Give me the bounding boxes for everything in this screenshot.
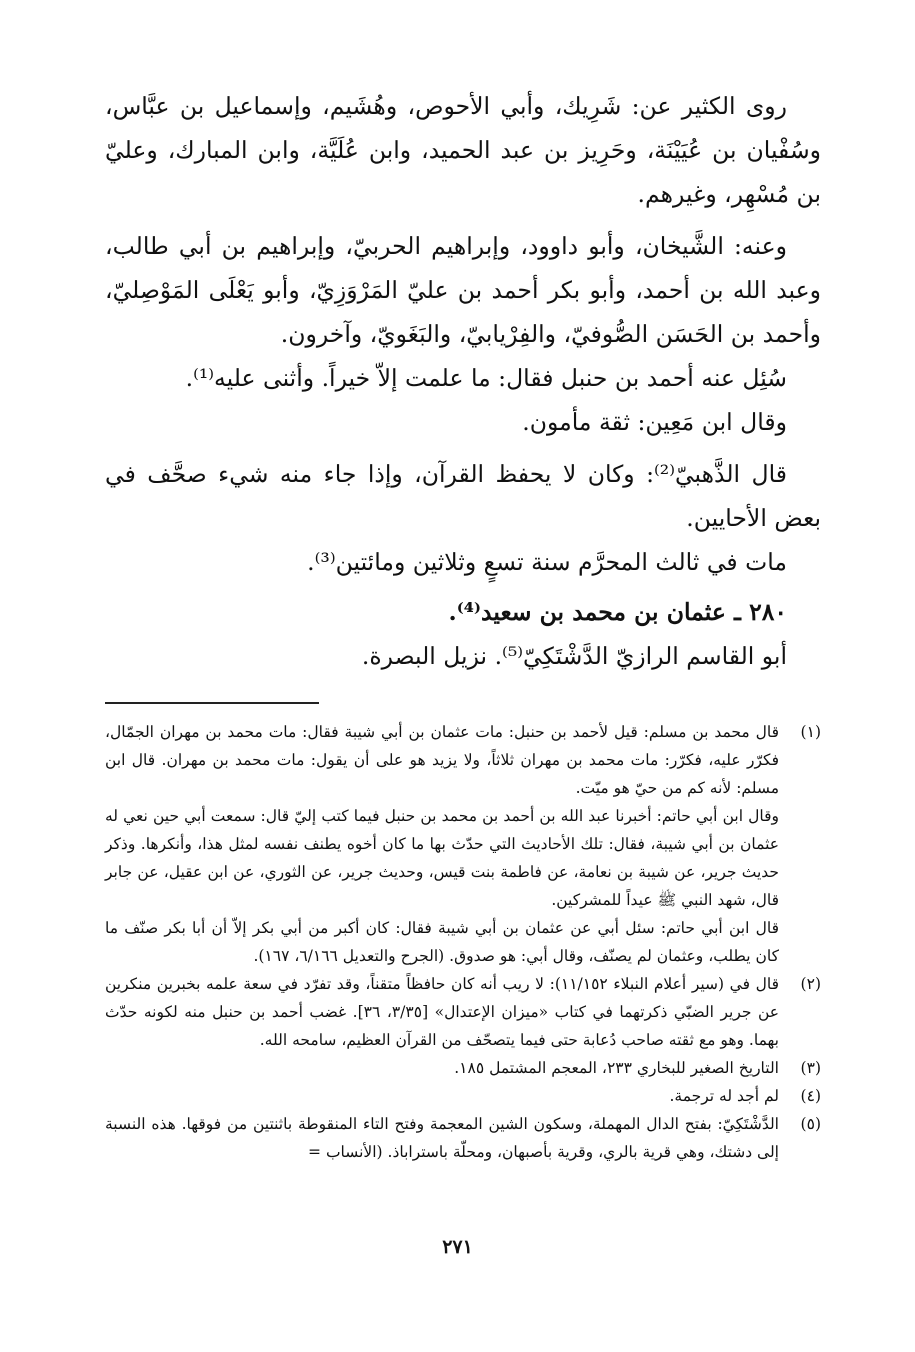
footnote-body: لم أجد له ترجمة. [669, 1087, 779, 1105]
paragraph-narrators-to: وعنه: الشَّيخان، وأبو داوود، وإبراهيم الحربيّ، وإبراهيم بن أبي طالب، وعبد الله بن أحمد، وأبو بكر أحمد بن عليّ المَرْوَزِيّ، وأبو يَعْلَى المَوْصِليّ، وأحمد بن الحَسَن الصُّوفيّ، والفِرْيابيّ، والبَغَويّ، وآخرون. [105, 232, 821, 348]
footnote-number: (٣) [800, 1059, 821, 1077]
footnote-body [105, 718, 779, 970]
footnote-paragraph: قال محمد بن مسلم: قيل لأحمد بن حنبل: مات عثمان بن أبي شيبة فقال: مات محمد بن مهران الجمّال، فكرّر عليه، فكرّر: مات محمد بن مهران ثلاثاً، ولا يزيد هو على أن يقول: مات محمد بن مهران. قال ابن مسلم: لأنه كم من حيّ هو ميّت. [105, 723, 779, 797]
footnote-body: الدَّشْتَكِيّ: بفتح الدال المهملة، وسكون الشين المعجمة وفتح التاء المنقوطة باثنتين من فوقها. هذه النسبة إلى دشتك، وهي قرية بالري، وقرية بأصبهان، ومحلّة باستراباذ. (الأنساب = [105, 1115, 779, 1161]
footnote-1 [105, 718, 821, 970]
footnotes [105, 718, 821, 1166]
footnote-4 [105, 1082, 821, 1110]
entry-heading: ٢٨٠ ـ عثمان بن محمد بن سعيد⁽⁴⁾. [448, 598, 787, 626]
footnote-paragraph: قال ابن أبي حاتم: سئل أبي عن عثمان بن أبي شيبة فقال: كان أكبر من أبي بكر إلاّ أن أبا بكر صنّف ما كان يطلب، وعثمان لم يصنّف، وقال أبي: هو صدوق. (الجرح والتعديل ٦/١٦٦، ١٦٧). [105, 919, 779, 965]
line-ibn-main-opinion: وقال ابن مَعِين: ثقة مأمون. [522, 408, 787, 436]
entry-subtitle: أبو القاسم الرازيّ الدَّشْتَكِيّ⁽⁵⁾. نزيل البصرة. [361, 642, 787, 670]
footnote-paragraph: وقال ابن أبي حاتم: أخبرنا عبد الله بن أحمد بن محمد بن حنبل فيما كتب إليّ قال: سمعت أبي حين نعي له عثمان بن أبي شيبة، فقال: تلك الأحاديث التي حدّث بها ما كان أخوه يطنف نفسه لمثل هذا، وأنكرها. وذكر حديث جرير، عن شيبة بن نعامة، عن فاطمة بنت قيس، وحديث جرير، عن الثوري، عن ابن عقيل، عن جابر قال، شهد النبي ﷺ عيداً للمشركين. [105, 807, 779, 909]
footnote-3 [105, 1054, 821, 1082]
paragraph-narrators-from: روى الكثير عن: شَرِيك، وأبي الأحوص، وهُشَيم، وإسماعيل بن عبَّاس، وسُفْيان بن عُيَيْنَة، وحَرِيز بن عبد الحميد، وابن عُلَيَّة، وابن المبارك، وعليّ بن مُسْهِر، وغيرهم. [105, 92, 821, 208]
footnote-5 [105, 1110, 821, 1166]
footnote-body: قال في (سير أعلام النبلاء ١١/١٥٢): لا ريب أنه كان حافظاً متقناً، وقد تفرّد في سعة علمه بخبرين منكرين عن جرير الضبّي ذكرتهما في كتاب «ميزان الإعتدال» [٣/٣٥، ٣٦]. غضب أحمد بن حنبل منه لكونه حدّث بهما. وهو مع ثقته صاحب دُعابة حتى فيما يتصحّف من القرآن العظيم، سامحه الله. [105, 975, 780, 1049]
footnote-number: (٢) [800, 975, 821, 993]
footnote-separator [105, 702, 319, 704]
line-ahmad-opinion: سُئِل عنه أحمد بن حنبل فقال: ما علمت إلاّ خيراً. وأثنى عليه⁽¹⁾. [185, 364, 787, 392]
footnote-number: (٤) [800, 1087, 821, 1105]
footnote-number: (٥) [800, 1115, 821, 1133]
footnote-2 [105, 970, 821, 1054]
main-text [105, 84, 821, 678]
page-content [105, 84, 821, 1166]
footnote-number: (١) [800, 723, 821, 741]
footnote-body: التاريخ الصغير للبخاري ٢٣٣، المعجم المشتمل ١٨٥. [454, 1059, 779, 1077]
page-number: ٢٧١ [442, 1236, 473, 1258]
line-death-date: مات في ثالث المحرَّم سنة تسعٍ وثلاثين ومائتين⁽³⁾. [307, 548, 787, 576]
paragraph-dhahabi-opinion: قال الذَّهبيّ⁽²⁾: وكان لا يحفظ القرآن، وإذا جاء منه شيء صحَّف في بعض الأحايين. [105, 460, 821, 532]
